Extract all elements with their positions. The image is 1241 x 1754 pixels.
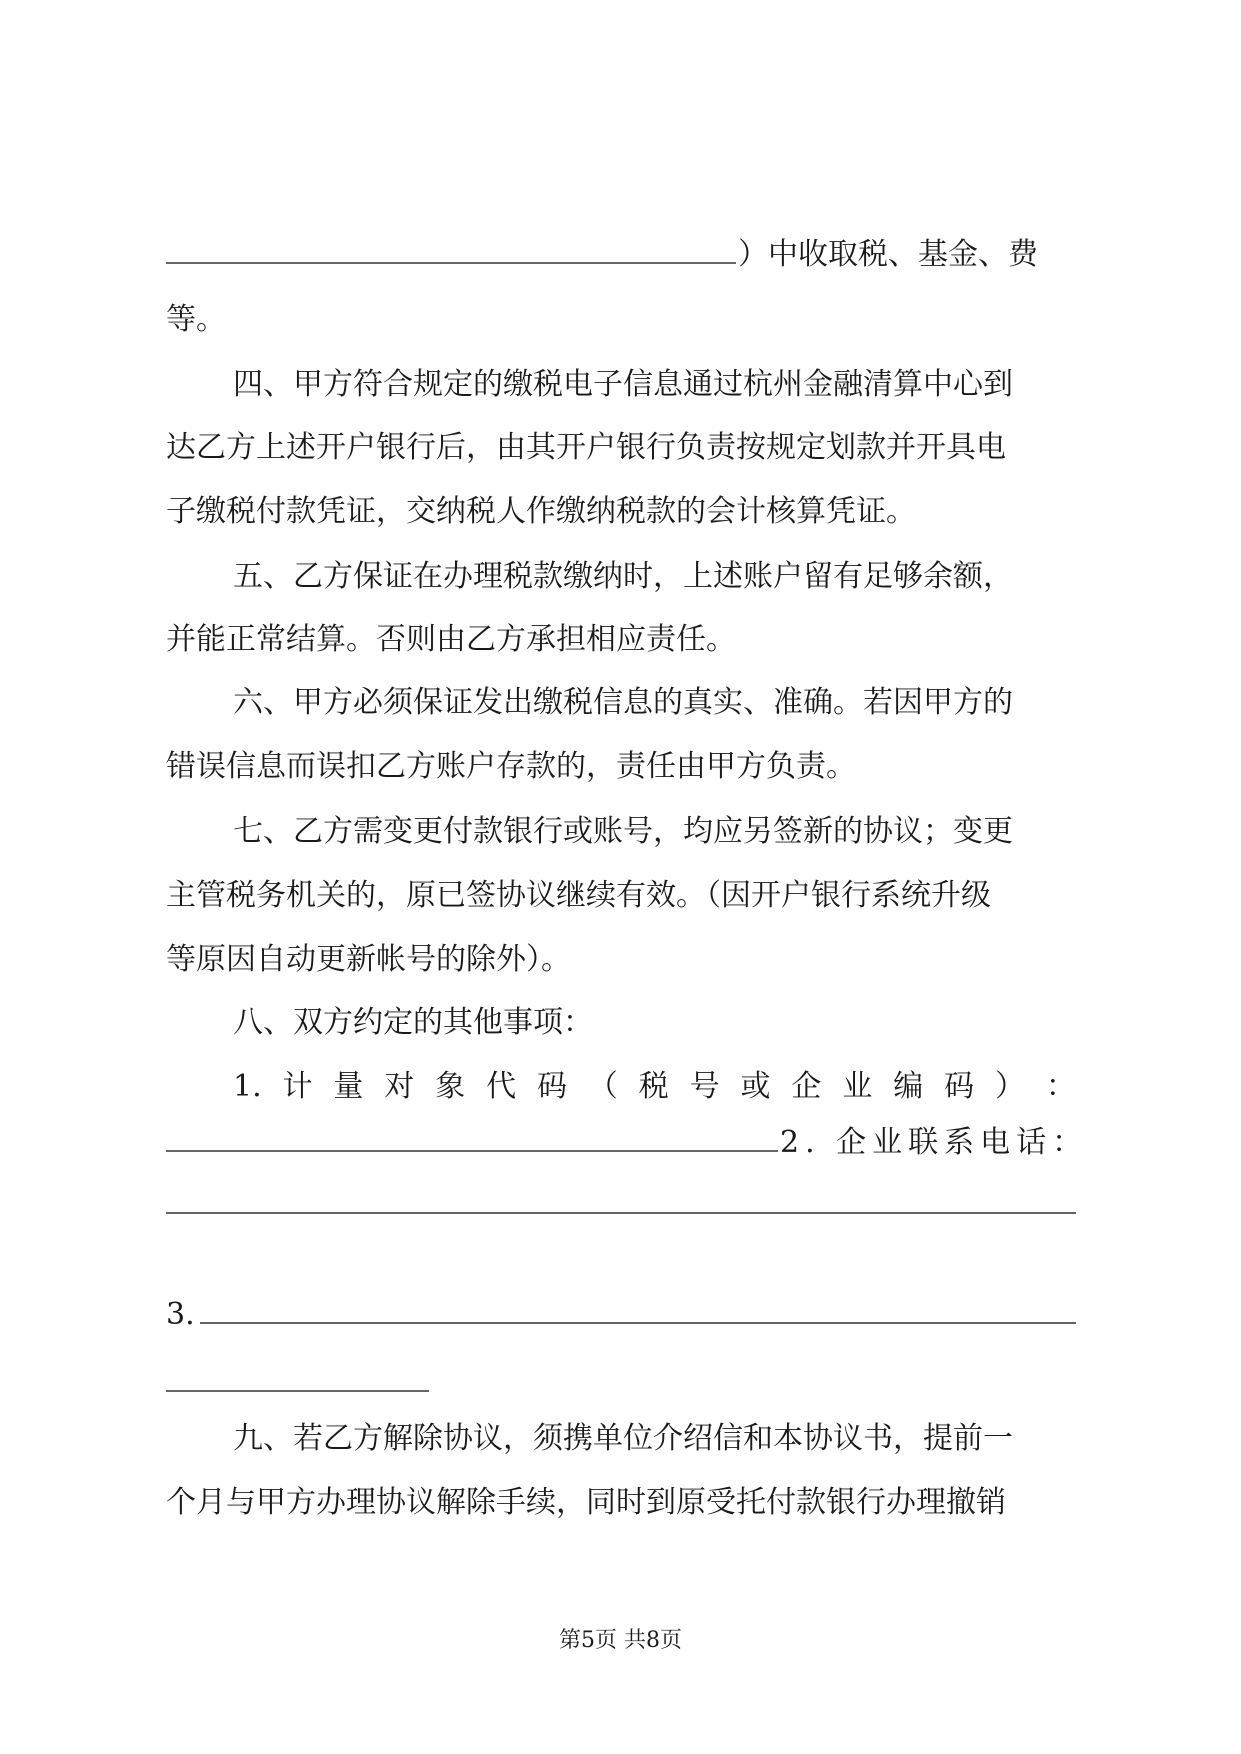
clause-6-line: 六、甲方必须保证发出缴税信息的真实、准确。若因甲方的	[233, 685, 1013, 720]
item-1-char: 或	[740, 1069, 771, 1104]
clause-4-line: 达乙方上述开户银行后，由其开户银行负责按规定划款并开具电	[166, 430, 1006, 465]
item-1-char: 码	[944, 1069, 975, 1104]
clause-4-line: 子缴税付款凭证，交纳税人作缴纳税款的会计核算凭证。	[166, 494, 916, 529]
clause-8-item-1	[233, 1067, 1076, 1107]
item-1-char: 业	[842, 1069, 873, 1104]
fill-blank-line	[166, 1150, 778, 1152]
item-1-char: 编	[893, 1069, 924, 1104]
text-line: 等。	[166, 302, 226, 337]
item-1-char: ）	[994, 1069, 1025, 1104]
fill-blank-line	[166, 1390, 429, 1392]
fill-blank-line	[200, 1322, 1076, 1324]
clause-5-line: 并能正常结算。否则由乙方承担相应责任。	[166, 622, 736, 657]
text-line: ）中收取税、基金、费	[738, 237, 1038, 272]
item-1-char: 码	[536, 1069, 567, 1104]
fill-blank-line	[166, 1212, 1076, 1214]
clause-9-line: 个月与甲方办理协议解除手续，同时到原受托付款银行办理撤销	[166, 1485, 1006, 1520]
item-1-char: ：	[1045, 1069, 1076, 1104]
clause-8-item-2: 2. 企业联系电话：	[780, 1125, 1089, 1160]
clause-4-line: 四、甲方符合规定的缴税电子信息通过杭州金融清算中心到	[233, 367, 1013, 402]
page-footer: 第5页 共8页	[559, 1628, 682, 1653]
fill-blank-line	[166, 262, 736, 264]
item-1-char: 1.	[233, 1069, 262, 1104]
item-1-char: 企	[791, 1069, 822, 1104]
item-1-char: 代	[486, 1069, 517, 1104]
item-1-char: 量	[333, 1069, 364, 1104]
clause-7-line: 等原因自动更新帐号的除外）。	[166, 942, 571, 977]
clause-8-title: 八、双方约定的其他事项：	[233, 1005, 593, 1040]
clause-5-line: 五、乙方保证在办理税款缴纳时，上述账户留有足够余额，	[233, 559, 1013, 594]
item-1-char: （	[587, 1069, 618, 1104]
item-1-char: 象	[435, 1069, 466, 1104]
clause-6-line: 错误信息而误扣乙方账户存款的，责任由甲方负责。	[166, 749, 856, 784]
item-1-char: 号	[689, 1069, 720, 1104]
clause-7-line: 主管税务机关的，原已签协议继续有效。（因开户银行系统升级	[166, 878, 991, 913]
item-1-char: 税	[638, 1069, 669, 1104]
item-1-char: 计	[282, 1069, 313, 1104]
clause-9-line: 九、若乙方解除协议，须携单位介绍信和本协议书，提前一	[233, 1421, 1013, 1456]
clause-7-line: 七、乙方需变更付款银行或账号，均应另签新的协议；变更	[233, 814, 1013, 849]
item-1-char: 对	[384, 1069, 415, 1104]
clause-8-item-3: 3.	[166, 1297, 195, 1332]
